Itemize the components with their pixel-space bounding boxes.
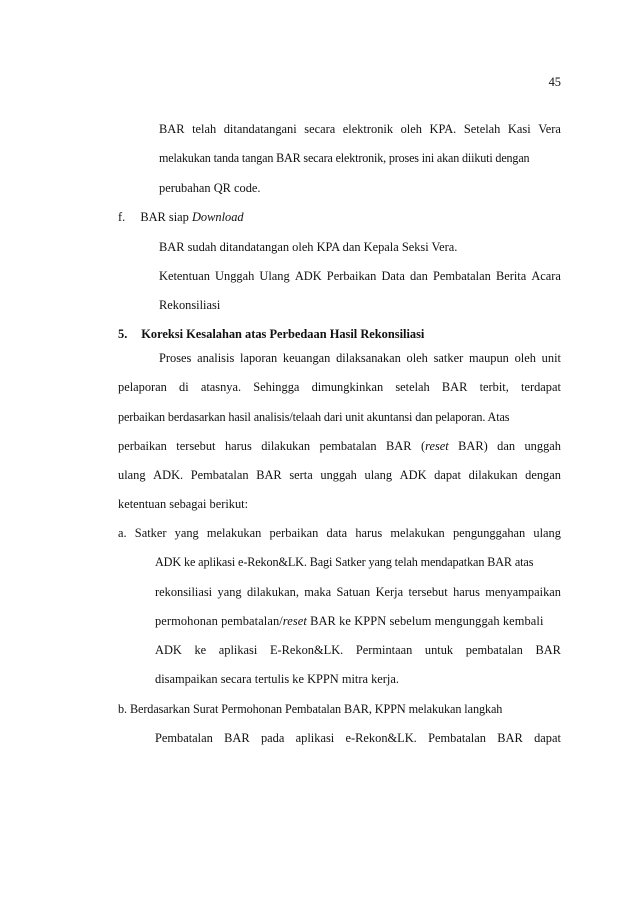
word: Proses: [159, 351, 192, 365]
word: dilakukan: [468, 468, 518, 482]
word: oleh: [514, 351, 536, 365]
word: rekonsiliasi: [155, 585, 213, 599]
word: tersebut: [408, 585, 448, 599]
item-a-line-4-end: BAR ke KPPN sebelum mengunggah kembali: [306, 614, 544, 628]
s5-l4-w7: BAR): [458, 439, 488, 453]
word: elektronik: [342, 122, 394, 136]
continuation-line-1: [159, 121, 561, 137]
word: pelaporan: [118, 380, 167, 394]
word: Ketentuan: [159, 269, 210, 283]
word: Berita: [495, 269, 527, 283]
word: e-Rekon&LK.: [345, 731, 417, 745]
item-a-line-5: [155, 642, 561, 658]
word: E-Rekon&LK.: [269, 643, 344, 657]
word: a.: [118, 526, 127, 540]
s5-l4-paren: (: [420, 439, 426, 453]
word: ulang: [364, 468, 393, 482]
word: dan: [409, 269, 428, 283]
item-f-heading: [118, 209, 244, 225]
word: Pembatalan: [433, 269, 491, 283]
word: KPA.: [429, 122, 457, 136]
s5-l4-w8: dan: [497, 439, 516, 453]
word: harus: [453, 585, 480, 599]
page-number: 45: [548, 75, 561, 89]
s5-l4-reset-group: [421, 438, 449, 454]
word: keuangan: [282, 351, 331, 365]
word: harus: [355, 526, 383, 540]
word: Acara: [531, 269, 561, 283]
word: Vera: [538, 122, 561, 136]
word: Pembatalan: [155, 731, 213, 745]
word: BAR: [224, 731, 250, 745]
word: terdapat: [521, 380, 561, 394]
word: untuk: [424, 643, 454, 657]
word: pengunggahan: [452, 526, 526, 540]
word: unggah: [320, 468, 357, 482]
continuation-line-2: melakukan tanda tangan BAR secara elektronik, proses ini akan diikuti dengan: [159, 151, 530, 165]
word: Satker: [134, 526, 167, 540]
s5-l4-w1: perbaikan: [118, 439, 167, 453]
word: Kerja: [375, 585, 404, 599]
s5-l4-w9: unggah: [524, 439, 561, 453]
word: serta: [289, 468, 313, 482]
item-b-line-1: b. Berdasarkan Surat Permohonan Pembatalan BAR, KPPN melakukan langkah: [118, 702, 503, 716]
item-f-label-italic: Download: [191, 210, 244, 224]
word: yang: [174, 526, 199, 540]
word: BAR: [535, 643, 561, 657]
word: ke: [194, 643, 207, 657]
word: satker: [433, 351, 464, 365]
item-f-marker: f.: [118, 210, 126, 224]
word: telah: [192, 122, 217, 136]
s5-l4-reset: reset: [425, 439, 449, 453]
section-5-line-4: [118, 438, 561, 454]
word: Ulang: [259, 269, 290, 283]
word: Satuan: [336, 585, 371, 599]
word: menyampaikan: [485, 585, 561, 599]
item-a-line-3: [155, 584, 561, 600]
s5-l4-w5: pembatalan: [319, 439, 377, 453]
word: Perbaikan: [326, 269, 377, 283]
word: ulang: [118, 468, 146, 482]
section-5-line-3: perbaikan berdasarkan hasil analisis/telaah dari unit akuntansi dan pelaporan. Atas: [118, 410, 510, 424]
item-a-line-4-start: permohonan pembatalan/: [155, 614, 283, 628]
word: melakukan: [206, 526, 262, 540]
word: aplikasi: [295, 731, 335, 745]
word: ADK.: [153, 468, 184, 482]
word: ADK: [155, 643, 182, 657]
word: BAR: [497, 731, 523, 745]
word: Pembatalan: [190, 468, 249, 482]
item-a-line-4: [155, 613, 543, 629]
word: Unggah: [215, 269, 255, 283]
item-a-line-1: [118, 525, 561, 541]
s5-l4-w2: tersebut: [176, 439, 216, 453]
item-f-line-2: [159, 268, 561, 284]
section-5-line-6: ketentuan sebagai berikut:: [118, 497, 249, 511]
word: dengan: [525, 468, 561, 482]
word: secara: [304, 122, 336, 136]
item-f-line-1: BAR sudah ditandatangan oleh KPA dan Kepala Seksi Vera.: [159, 240, 458, 254]
word: BAR: [441, 380, 468, 394]
word: maupun: [468, 351, 509, 365]
word: ulang: [533, 526, 561, 540]
word: dilakukan,: [246, 585, 299, 599]
item-a-line-6: disampaikan secara tertulis ke KPPN mitra kerja.: [155, 672, 399, 686]
word: atasnya.: [200, 380, 242, 394]
word: ADK: [399, 468, 427, 482]
s5-l4-w3: harus: [224, 439, 252, 453]
word: ADK: [294, 269, 322, 283]
word: Kasi: [507, 122, 531, 136]
word: unit: [541, 351, 561, 365]
word: dapat: [534, 731, 561, 745]
section-5-heading: [118, 326, 424, 342]
word: dapat: [434, 468, 462, 482]
word: maka: [304, 585, 332, 599]
section-5-line-1: [159, 350, 561, 366]
word: terbit,: [479, 380, 509, 394]
word: laporan: [240, 351, 278, 365]
word: oleh: [400, 122, 422, 136]
continuation-line-3: perubahan QR code.: [159, 181, 261, 195]
word: melakukan: [390, 526, 445, 540]
word: perbaikan: [269, 526, 319, 540]
section-5-line-2: [118, 379, 561, 395]
word: Sehingga: [253, 380, 300, 394]
word: ditandatangani: [223, 122, 297, 136]
word: BAR: [159, 122, 185, 136]
word: setelah: [395, 380, 430, 394]
section-5-line-5: [118, 467, 561, 483]
word: pembatalan: [465, 643, 523, 657]
word: Setelah: [463, 122, 501, 136]
word: Pembatalan: [428, 731, 486, 745]
word: data: [326, 526, 348, 540]
section-5-number: 5.: [118, 327, 128, 341]
item-a-line-2: ADK ke aplikasi e-Rekon&LK. Bagi Satker yang telah mendapatkan BAR atas: [155, 555, 534, 569]
s5-l4-w4: dilakukan: [261, 439, 311, 453]
word: Data: [381, 269, 405, 283]
word: BAR: [256, 468, 282, 482]
word: oleh: [406, 351, 428, 365]
word: analisis: [197, 351, 235, 365]
section-5-title: Koreksi Kesalahan atas Perbedaan Hasil Rekonsiliasi: [141, 327, 425, 341]
s5-l4-w6: BAR: [386, 439, 412, 453]
item-a-line-4-reset: reset: [282, 614, 307, 628]
word: di: [179, 380, 189, 394]
word: aplikasi: [218, 643, 258, 657]
item-f-line-3: Rekonsiliasi: [159, 298, 221, 312]
word: dilaksanakan: [336, 351, 401, 365]
word: dimungkinkan: [311, 380, 384, 394]
item-f-label: BAR siap: [140, 210, 192, 224]
word: Permintaan: [355, 643, 413, 657]
word: yang: [217, 585, 242, 599]
word: pada: [260, 731, 285, 745]
item-b-line-2: [155, 730, 561, 746]
